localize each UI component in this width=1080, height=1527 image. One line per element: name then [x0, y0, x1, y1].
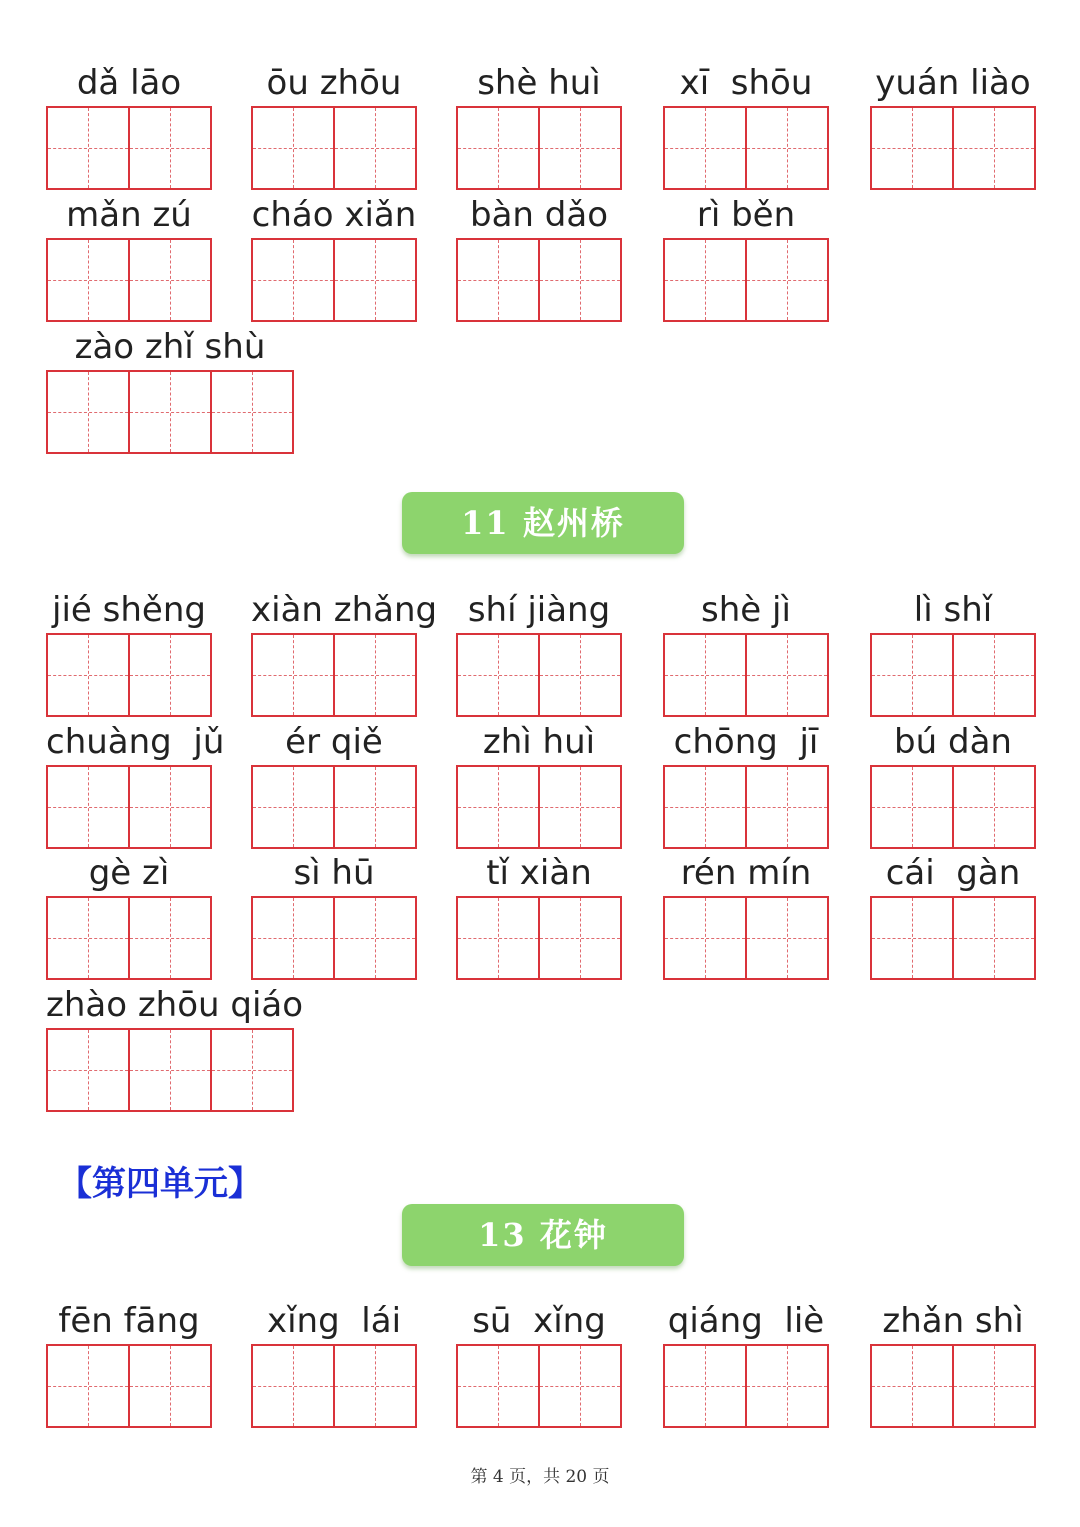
writing-grid[interactable] — [46, 765, 212, 849]
writing-grid[interactable] — [46, 238, 212, 322]
word-item — [251, 850, 417, 980]
writing-grid[interactable] — [663, 633, 829, 717]
page-footer: 第 4 页，共 20 页 — [470, 1467, 610, 1487]
word-item — [46, 587, 212, 717]
word-item — [251, 60, 417, 190]
writing-cell[interactable] — [665, 635, 747, 715]
writing-cell[interactable] — [335, 767, 417, 847]
lesson-11-banner: 11 赵州桥 — [402, 492, 684, 554]
writing-cell[interactable] — [130, 108, 212, 188]
word-item — [456, 192, 622, 322]
word-item — [46, 60, 212, 190]
word-item — [663, 1298, 829, 1428]
word-item — [870, 850, 1036, 980]
pinyin-label: xī shōu — [679, 63, 813, 103]
writing-cell[interactable] — [665, 240, 747, 320]
pinyin-label: jié shěng — [52, 590, 206, 630]
writing-grid[interactable] — [251, 238, 417, 322]
pinyin-label: xiàn zhǎng — [251, 590, 438, 630]
word-item — [46, 1298, 212, 1428]
writing-grid[interactable] — [663, 896, 829, 980]
pinyin-label: shí jiàng — [467, 590, 611, 630]
writing-cell[interactable] — [747, 898, 829, 978]
pinyin-label: shè jì — [701, 590, 791, 630]
writing-grid[interactable] — [663, 238, 829, 322]
writing-grid[interactable] — [251, 1344, 417, 1428]
writing-cell[interactable] — [458, 898, 540, 978]
writing-grid[interactable] — [46, 370, 294, 454]
writing-grid[interactable] — [456, 633, 622, 717]
writing-grid[interactable] — [251, 765, 417, 849]
writing-grid[interactable] — [46, 1344, 212, 1428]
pinyin-label: sū xǐng — [472, 1301, 606, 1341]
writing-cell[interactable] — [130, 1030, 212, 1110]
writing-grid[interactable] — [870, 106, 1036, 190]
pinyin-label: xǐng lái — [266, 1301, 402, 1341]
writing-cell[interactable] — [665, 108, 747, 188]
pinyin-label: bú dàn — [894, 722, 1012, 762]
word-item — [46, 192, 212, 322]
writing-cell[interactable] — [48, 240, 130, 320]
pinyin-label: ér qiě — [285, 722, 383, 762]
writing-grid[interactable] — [46, 633, 212, 717]
pinyin-label: mǎn zú — [66, 195, 192, 235]
word-item — [663, 719, 829, 849]
writing-cell[interactable] — [540, 240, 622, 320]
word-item — [46, 850, 212, 980]
writing-cell[interactable] — [212, 1030, 294, 1110]
writing-cell[interactable] — [48, 1346, 130, 1426]
writing-grid[interactable] — [456, 765, 622, 849]
word-item — [870, 60, 1036, 190]
writing-cell[interactable] — [253, 108, 335, 188]
writing-grid[interactable] — [870, 1344, 1036, 1428]
writing-cell[interactable] — [458, 1346, 540, 1426]
word-item — [46, 324, 294, 454]
pinyin-label: chuàng jǔ — [46, 722, 225, 762]
word-item — [456, 850, 622, 980]
writing-grid[interactable] — [251, 896, 417, 980]
writing-grid[interactable] — [663, 765, 829, 849]
writing-cell[interactable] — [48, 635, 130, 715]
pinyin-label: bàn dǎo — [470, 195, 608, 235]
writing-cell[interactable] — [253, 635, 335, 715]
writing-cell[interactable] — [458, 240, 540, 320]
writing-cell[interactable] — [747, 1346, 829, 1426]
pinyin-label: chōng jī — [673, 722, 819, 762]
writing-cell[interactable] — [747, 767, 829, 847]
word-item — [870, 1298, 1036, 1428]
pinyin-label: sì hū — [293, 853, 375, 893]
word-item — [251, 719, 417, 849]
writing-cell[interactable] — [872, 767, 954, 847]
writing-cell[interactable] — [212, 372, 294, 452]
writing-grid[interactable] — [663, 1344, 829, 1428]
pinyin-label: gè zì — [88, 853, 170, 893]
unit-heading: 【第四单元】 — [58, 1164, 262, 1204]
writing-cell[interactable] — [130, 898, 212, 978]
writing-cell[interactable] — [540, 108, 622, 188]
pinyin-label: zhì huì — [482, 722, 596, 762]
writing-cell[interactable] — [130, 372, 212, 452]
writing-grid[interactable] — [870, 896, 1036, 980]
lesson-13-banner: 13 花钟 — [402, 1204, 684, 1266]
writing-cell[interactable] — [954, 635, 1036, 715]
writing-cell[interactable] — [540, 767, 622, 847]
writing-cell[interactable] — [872, 898, 954, 978]
pinyin-label: fēn fāng — [58, 1301, 200, 1341]
pinyin-label: zhào zhōu qiáo — [46, 985, 304, 1025]
writing-cell[interactable] — [540, 898, 622, 978]
pinyin-label: zhǎn shì — [882, 1301, 1024, 1341]
writing-grid[interactable] — [456, 896, 622, 980]
word-item — [46, 982, 304, 1112]
writing-cell[interactable] — [458, 635, 540, 715]
pinyin-label: cái gàn — [885, 853, 1021, 893]
writing-cell[interactable] — [48, 898, 130, 978]
writing-cell[interactable] — [335, 240, 417, 320]
pinyin-label: yuán liào — [875, 63, 1031, 103]
writing-grid[interactable] — [456, 106, 622, 190]
writing-cell[interactable] — [954, 898, 1036, 978]
writing-cell[interactable] — [872, 1346, 954, 1426]
word-item — [456, 1298, 622, 1428]
word-item — [251, 587, 438, 717]
word-item — [870, 587, 1036, 717]
word-item — [251, 1298, 417, 1428]
writing-cell[interactable] — [130, 1346, 212, 1426]
writing-grid[interactable] — [870, 633, 1036, 717]
writing-cell[interactable] — [665, 1346, 747, 1426]
writing-cell[interactable] — [335, 898, 417, 978]
writing-cell[interactable] — [540, 1346, 622, 1426]
writing-cell[interactable] — [48, 108, 130, 188]
writing-cell[interactable] — [253, 898, 335, 978]
writing-cell[interactable] — [665, 767, 747, 847]
writing-cell[interactable] — [253, 767, 335, 847]
writing-cell[interactable] — [872, 108, 954, 188]
writing-cell[interactable] — [665, 898, 747, 978]
writing-grid[interactable] — [251, 633, 417, 717]
word-item — [663, 60, 829, 190]
pinyin-label: zào zhǐ shù — [74, 327, 266, 367]
writing-grid[interactable] — [46, 106, 212, 190]
pinyin-label: qiáng liè — [667, 1301, 825, 1341]
word-item — [663, 192, 829, 322]
pinyin-label: tǐ xiàn — [486, 853, 592, 893]
writing-grid[interactable] — [46, 896, 212, 980]
pinyin-label: ōu zhōu — [266, 63, 402, 103]
writing-cell[interactable] — [253, 240, 335, 320]
writing-cell[interactable] — [48, 1030, 130, 1110]
writing-cell[interactable] — [48, 767, 130, 847]
pinyin-label: rì běn — [696, 195, 796, 235]
writing-cell[interactable] — [130, 767, 212, 847]
writing-cell[interactable] — [130, 635, 212, 715]
writing-grid[interactable] — [870, 765, 1036, 849]
writing-cell[interactable] — [747, 108, 829, 188]
writing-cell[interactable] — [872, 635, 954, 715]
writing-cell[interactable] — [540, 635, 622, 715]
pinyin-label: cháo xiǎn — [251, 195, 417, 235]
pinyin-label: dǎ lāo — [76, 63, 182, 103]
writing-cell[interactable] — [954, 108, 1036, 188]
writing-cell[interactable] — [335, 108, 417, 188]
writing-cell[interactable] — [335, 635, 417, 715]
writing-cell[interactable] — [130, 240, 212, 320]
writing-cell[interactable] — [458, 108, 540, 188]
writing-grid[interactable] — [456, 238, 622, 322]
writing-cell[interactable] — [458, 767, 540, 847]
word-item — [870, 719, 1036, 849]
writing-grid[interactable] — [251, 106, 417, 190]
pinyin-label: rén mín — [680, 853, 812, 893]
writing-grid[interactable] — [46, 1028, 294, 1112]
writing-cell[interactable] — [48, 372, 130, 452]
writing-cell[interactable] — [747, 240, 829, 320]
word-item — [663, 587, 829, 717]
writing-cell[interactable] — [954, 1346, 1036, 1426]
writing-cell[interactable] — [335, 1346, 417, 1426]
word-item — [456, 587, 622, 717]
writing-grid[interactable] — [663, 106, 829, 190]
word-item — [251, 192, 417, 322]
word-item — [46, 719, 225, 849]
word-item — [456, 719, 622, 849]
writing-cell[interactable] — [747, 635, 829, 715]
writing-grid[interactable] — [456, 1344, 622, 1428]
word-item — [456, 60, 622, 190]
word-item — [663, 850, 829, 980]
writing-cell[interactable] — [954, 767, 1036, 847]
writing-cell[interactable] — [253, 1346, 335, 1426]
pinyin-label: shè huì — [477, 63, 601, 103]
pinyin-label: lì shǐ — [913, 590, 993, 630]
